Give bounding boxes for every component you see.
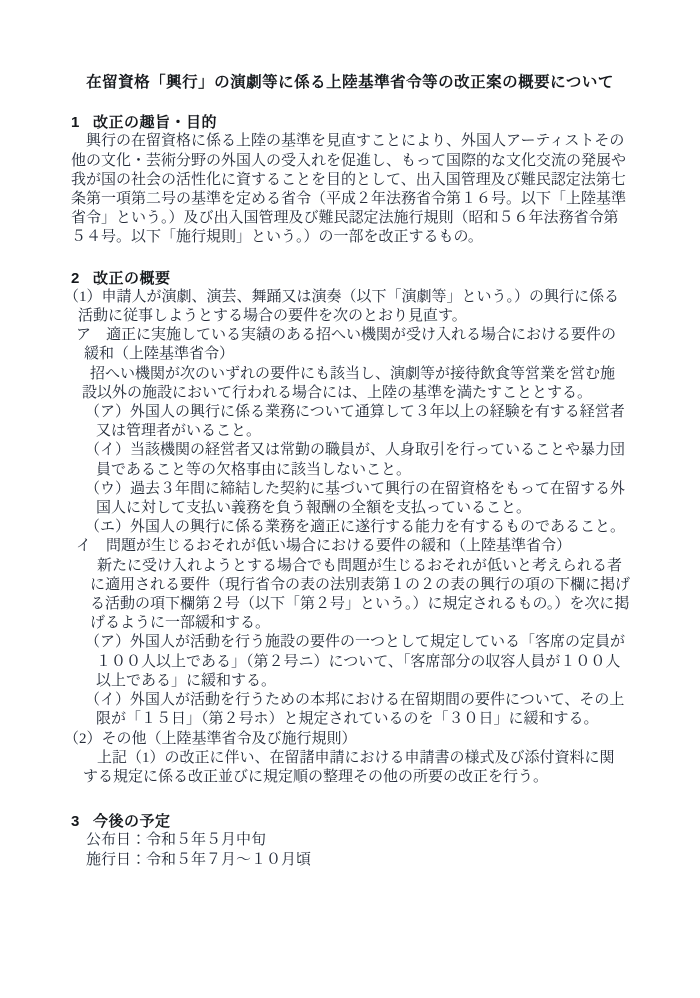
sub-item-i-heading: イ 問題が生じるおそれが低い場合における要件の緩和（上陸基準省令） — [76, 538, 572, 555]
sub-item-a-point-1: （ア）外国人の興行に係る業務について通算して３年以上の経験を有する経営者又は管理者がいること。 — [85, 404, 625, 440]
section-3-heading-label: 今後の予定 — [93, 813, 171, 831]
section-1-number: 1 — [71, 114, 80, 132]
sub-item-i-point-2: （イ）外国人が活動を行うための本邦における在留期間の要件について、その上限が「１５日」（第２号ホ）と規定されているのを「３０日」に緩和する。 — [85, 692, 625, 728]
enforcement-date-line: 施行日：令和５年７月～１０月頃 — [86, 851, 312, 868]
sub-item-i-paragraph: 新たに受け入れようとする場合でも問題が生じるおそれが低いと考えられる者に適用される要件（現行省令の表の法別表第１の２の表の興行の項の下欄に掲げる活動の項下欄第２号（以下「第２号」という。）に規定されるもの。）を次に掲げるように一部緩和する。 — [90, 557, 631, 632]
publication-date-line: 公布日：令和５年５月中旬 — [86, 832, 267, 849]
section-1-paragraph: 興行の在留資格に係る上陸の基準を見直すことにより、外国人アーティストその他の文化・芸術分野の外国人の受入れを促進し、もって国際的な文化交流の発展や我が国の社会の活性化に資することを目的として、出入国管理及び難民認定法第七条第一項第二号の基準を定める省令（平成２年法務省令第１６号。以下「上陸基準省令」という。）及び出入国管理及び難民認定法施行規則（昭和５６年法務省令第５４号。以下「施行規則」という。）の一部を改正するもの。 — [71, 133, 627, 246]
item-1-paragraph: （1）申請人が演劇、演芸、舞踊又は演奏（以下「演劇等」という。）の興行に係る活動に従事しようとする場合の要件を次のとおり見直す。 — [64, 288, 620, 325]
item-2-paragraph: 上記（1）の改正に伴い、在留諸申請における申請書の様式及び添付資料に関する規定に係る改正並びに規定順の整理その他の所要の改正を行う。 — [83, 749, 615, 785]
section-2-heading-label: 改正の概要 — [93, 269, 171, 287]
section-1-heading-label: 改正の趣旨・目的 — [93, 114, 218, 132]
section-1-heading — [71, 113, 640, 132]
section-2-number: 2 — [71, 269, 80, 287]
sub-item-a-point-4: （エ）外国人の興行に係る業務を適正に遂行する能力を有するものであること。 — [85, 519, 626, 536]
sub-item-a-point-2: （イ）当該機関の経営者又は常勤の職員が、人身取引を行っていることや暴力団員であること等の欠格事由に該当しないこと。 — [85, 442, 626, 478]
sub-item-i-point-1: （ア）外国人が活動を行う施設の要件の一つとして規定している「客席の定員が１００人以上である」（第２号ニ）について、「客席部分の収容人員が１００人以上である」に緩和する。 — [85, 634, 626, 689]
section-2-heading — [71, 269, 640, 288]
sub-item-a-heading: ア 適正に実施している実績のある招へい機関が受け入れる場合における要件の緩和（上陸基準省令） — [76, 327, 617, 363]
section-3-number: 3 — [71, 813, 80, 831]
item-2-heading: （2）その他（上陸基準省令及び施行規則） — [64, 730, 357, 747]
sub-item-a-point-3: （ウ）過去３年間に締結した契約に基づいて興行の在留資格をもって在留する外国人に対して支払い義務を負う報酬の全額を支払っていること。 — [85, 480, 626, 517]
sub-item-a-paragraph: 招へい機関が次のいずれの要件にも該当し、演劇等が接待飲食等営業を営む施設以外の施設において行われる場合には、上陸の基準を満たすこととする。 — [82, 365, 616, 401]
document-title: 在留資格「興行」の演劇等に係る上陸基準省令等の改正案の概要について — [86, 74, 614, 91]
section-3-heading — [71, 812, 640, 831]
